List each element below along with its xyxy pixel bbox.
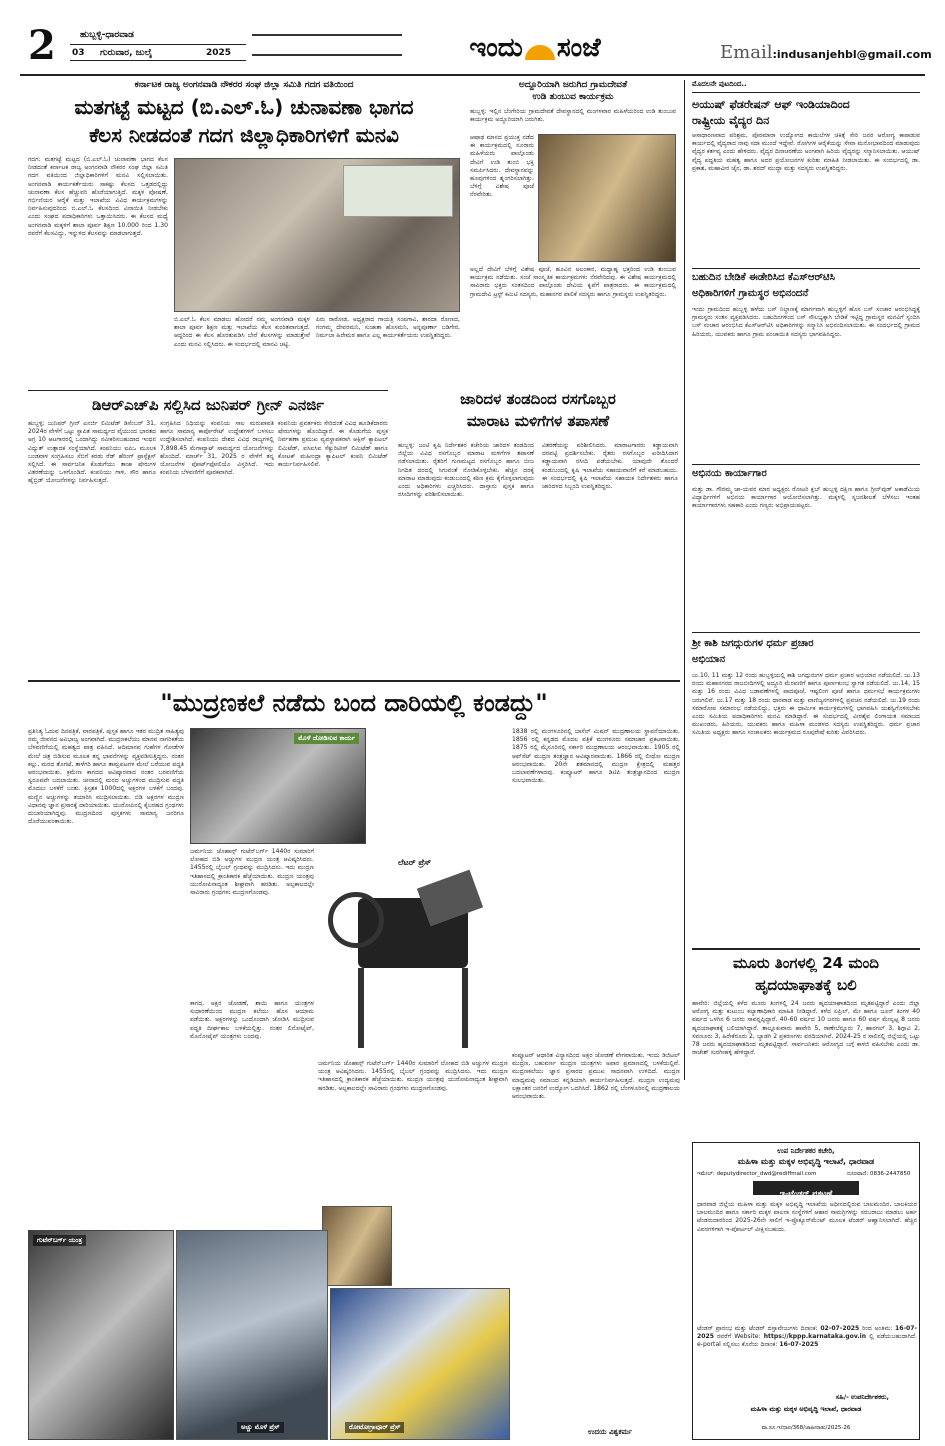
story-headline-line1: ಅಯುಷ್ ಫೆಡರೇಷನ್ ಆಫ್ ಇಂಡಿಯಾದಿಂದ <box>692 98 850 111</box>
temple-photo <box>538 134 676 262</box>
section-rule <box>28 390 388 391</box>
banner-decoration <box>343 165 453 217</box>
story-kicker: ಅದ್ದೂರಿಯಾಗಿ ಜರುಗಿದ ಗ್ರಾಮದೇವತೆ <box>518 80 628 90</box>
paper-name-right: ಸಂಜೆ <box>556 32 601 63</box>
story-juniper <box>28 396 388 672</box>
office-name: ಉಪ ನಿರ್ದೇಶಕರ ಕಚೇರಿ, <box>777 1147 835 1155</box>
date-end-label: ರಿಂದ ಅಂತಿಮ: <box>861 1325 893 1332</box>
story-column: ಪ್ರತಿನಿತ್ಯ ಓದುವ ದಿನಪತ್ರಿಕೆ, ವಾರಪತ್ರಿಕೆ, ಪುಸ್ತಕ ಹಾಗೂ ಇತರ ಮುದ್ರಿತ ಸಾಹಿತ್ಯವು ನಮ್ಮ ಜೀವನದ ಅವಿಭಾಜ್ಯ ಅಂಗವಾಗಿದೆ. ಮುದ್ರಣಕಲೆಯು ಮಾನವ ನಾಗರಿಕತೆಯ ಬೆಳವಣಿಗೆಯಲ್ಲಿ ಮಹತ್ವದ ಪಾತ್ರ ವಹಿಸಿದೆ. ಆದಿಮಾನವ ಗುಹೆಗಳ ಗೋಡೆಗಳ ಮೇಲೆ ಚಿತ್ರ ಬಿಡಿಸುವ ಮೂಲಕ ತನ್ನ ಭಾವನೆಗಳನ್ನು ವ್ಯಕ್ತಪಡಿಸುತ್ತಿದ್ದನು. ನಂತರ ಕಲ್ಲು, ಮರದ ತೊಗಟೆ, ತಾಳೆಗರಿ ಹಾಗೂ ತಾಮ್ರಪಟಗಳ ಮೇಲೆ ಬರೆಯುವ ಪದ್ಧತಿ ಆರಂಭವಾಯಿತು. ಕ್ರಮೇಣ ಕಾಗದದ ಆವಿಷ್ಕಾರವಾದ ನಂತರ ಬರವಣಿಗೆಯ ಸ್ವರೂಪವೇ ಬದಲಾಯಿತು. ಚೀನಾದಲ್ಲಿ ಮರದ ಅಚ್ಚುಗಳಿಂದ ಮುದ್ರಿಸುವ ಪದ್ಧತಿ ಮೊದಲು ಬಳಕೆಗೆ ಬಂತು. ಕ್ರಿಸ್ತಶಕ 1000ದಲ್ಲಿ ಅಕ್ಷರಗಳ ಬಳಕೆಗೆ ಬಂದವು. ಮಣ್ಣಿನ ಅಚ್ಚುಗಳನ್ನು ತಯಾರಿಸಿ ಮುದ್ರಿಸಲಾಯಿತು. ಬಿಡಿ ಅಕ್ಷರಗಳ ಮುದ್ರಣ ವಿಧಾನವು ಜ್ಞಾನ ಪ್ರಸಾರಕ್ಕೆ ದಾರಿಯಾಯಿತು. ಯುರೋಪಿನಲ್ಲಿ ಕೈಬರಹದ ಗ್ರಂಥಗಳು ದುಬಾರಿಯಾಗಿದ್ದವು. ಮುದ್ರಣದಿಂದ ಪುಸ್ತಕಗಳು ಸಾಮಾನ್ಯ ಜನರಿಗೂ ದೊರೆಯುವಂತಾಯಿತು. <box>28 728 184 826</box>
story-ksrtc <box>692 268 920 460</box>
story-column: ಹುಬ್ಬಳ್ಳಿ: ಜುನಿಪರ್ ಗ್ರೀನ್ ಎನರ್ಜಿ ಲಿಮಿಟೆಡ್ ಡಿಸೆಂಬರ್ 31, 2024ರ ವೇಳೆಗೆ ಒಟ್ಟು ಸ್ಥಾಪಿತ ಸಾಮರ್ಥ್ಯದ ವೈಯುಂದ ಭಾರತದ ಅಗ್ರ 10 ಆಟಗಾರರಲ್ಲಿ ಒಂದಾಗಿದ್ದು ನವೀಕರಿಸಬಹುದಾದ ಇಂಧನ ವಿದ್ಯುತ್ ಉತ್ಪಾದಕ ಸಂಸ್ಥೆಯಾಗಿದೆ. ಕಂಪನಿಯು ಐಪಿಒ ಮೂಲಕ ಬಂಡವಾಳ ಸಂಗ್ರಹಿಸಲು ಸೆಬಿಗೆ ಕರಡು ರೆಡ್ ಹೆರಿಂಗ್ ಪ್ರಾಸ್ಪೆಕ್ಟಸ್ ಸಲ್ಲಿಸಿದೆ. ಈ ಸಾರ್ವಜನಿಕ ಕೊಡುಗೆಯು ತಾಜಾ ಷೇರುಗಳ ವಿತರಣೆಯನ್ನು ಒಳಗೊಂಡಿದೆ. ಕಂಪನಿಯು ಗಾಳಿ, ಸೌರ ಹಾಗೂ ಹೈಬ್ರಿಡ್ ಯೋಜನೆಗಳನ್ನು ನಿರ್ವಹಿಸುತ್ತದೆ. <box>28 420 156 485</box>
gutenberg-press-photo <box>28 1230 174 1440</box>
sun-logo-icon <box>525 45 555 60</box>
story-headline-line1: ಮತಗಟ್ಟೆ ಮಟ್ಟದ (ಬಿ.ಎಲ್.ಓ) ಚುನಾವಣಾ ಭಾಗದ <box>74 95 414 119</box>
photo-label: ರೋಟೋಗ್ರಾವೂರ್ ಪ್ರೆಸ್ <box>345 1422 404 1433</box>
story-column: ಕಂಪ್ಯೂಟರ್ ಆಧಾರಿತ ವಿನ್ಯಾಸದಿಂದ ಅಕ್ಷರ ಜೋಡಣೆ ವೇಗವಾಯಿತು. ಇಂದು ಡಿಜಿಟಲ್ ಮುದ್ರಣ, ಬಹುವರ್ಣ ಮುದ್ರಣ ಯಂತ್ರಗಳು ಅಪಾರ ಪ್ರಮಾಣದಲ್ಲಿ ಬಳಕೆಯಲ್ಲಿವೆ. ಮುದ್ರಣಕಲೆಯು ಜ್ಞಾನ ಪ್ರಸಾರದ ಪ್ರಮುಖ ಸಾಧನವಾಗಿ ಉಳಿದಿದೆ. ಮುದ್ರಣ ಮಾಧ್ಯಮವು ಸಮಾಜದ ಕನ್ನಡಿಯಾಗಿ ಕಾರ್ಯನಿರ್ವಹಿಸುತ್ತದೆ. ಮುದ್ರಣ ಉದ್ಯಮವು ಲಕ್ಷಾಂತರ ಜನರಿಗೆ ಉದ್ಯೋಗ ಒದಗಿಸಿದೆ. 1862 ರಲ್ಲಿ ಬೆಂಗಳೂರಿನಲ್ಲಿ ಮುದ್ರಣಾಲಯ ಆರಂಭವಾಯಿತು. <box>512 1052 680 1101</box>
signature-line: ಸಹಿ/- ಉಪನಿರ್ದೇಶಕರು, <box>835 1393 889 1401</box>
story-headline-line2: ರಾಷ್ಟ್ರೀಯ ವೈದ್ಯರ ದಿನ <box>692 114 770 127</box>
story-headline-line2: ಅಭಿಯಾನ <box>692 654 726 665</box>
date-start: 02-07-2025 <box>820 1325 860 1332</box>
tender-body: ಧಾರವಾಡ ಜಿಲ್ಲೆಯ ಮಹಿಳಾ ಮತ್ತು ಮಕ್ಕಳ ಅಭಿವೃದ್ಧಿ ಇಲಾಖೆಯ ಅಧೀನದಲ್ಲಿರುವ ಬಾಲಮಂದಿರ, ಬಾಲಕಿಯರ ಬಾಲಮಂದಿರ ಹಾಗೂ ಸರ್ಕಾರಿ ಮಕ್ಕಳ ಪಾಲನಾ ಸಂಸ್ಥೆಗಳಿಗೆ ಆಹಾರ ಸಾಮಗ್ರಿಗಳನ್ನು ಸರಬರಾಜು ಮಾಡಲು ಅರ್ಹ ಟೆಂಡರುದಾರರಿಂದ 2025-26ನೇ ಸಾಲಿಗೆ ಇ-ಪ್ರೊಕ್ಯೂರ್‌ಮೆಂಟ್ ಮೂಲಕ ಟೆಂಡರ್ ಆಹ್ವಾನಿಸಲಾಗಿದೆ. ಹೆಚ್ಚಿನ ವಿವರಗಳಿಗಾಗಿ ಇ-ಪೋರ್ಟಲ್ ವೀಕ್ಷಿಸಬಹುದು. <box>697 1201 917 1233</box>
story-headline-line2: ಮಾರಾಟ ಮಳಿಗೆಗಳ ತಪಾಸಣೆ <box>466 412 610 430</box>
story-body: ಆಸಾಧಾರಣವಾದ ಪರಿಶ್ರಮ, ಪೊರಮಾರಾ ಉದ್ಯೋಗದ ಕಾಯಿಲೆಗಳ ಚಿಕಿತ್ಸೆ ಸೇರಿ ಜನರ ಆರೋಗ್ಯ ಕಾಪಾಡುವ ಕಾರ್ಯದಲ್ಲಿ ವೈದ್ಯರಾದ ನಾವು ಸದಾ ಮುಂದೆ ಇದ್ದೇವೆ. ರೋಗಿಗಳ ಆರೈಕೆಯನ್ನು ಸೇವಾ ಮನೋಭಾವದಿಂದ ಮಾಡುವುದು ವೈದ್ಯರ ಕರ್ತವ್ಯ ಎಂದು ಹೇಳಿದರು. ವೈದ್ಯರ ದಿನಾಚರಣೆಯ ಅಂಗವಾಗಿ ಹಿರಿಯ ವೈದ್ಯರನ್ನು ಸನ್ಮಾನಿಸಲಾಯಿತು. ಆಯುಷ್ ವೈದ್ಯ ಪದ್ಧತಿಯ ಮಹತ್ವ ಹಾಗೂ ಅದರ ಪ್ರಯೋಜನಗಳ ಕುರಿತು ಮಾಹಿತಿ ನೀಡಲಾಯಿತು. ಈ ಸಂದರ್ಭದಲ್ಲಿ ಡಾ. ಪ್ರಕಾಶ, ಮಹಾವೀರ ಜೈನ, ಡಾ. ಶರದ್ ಮುದ್ದಾ ಮತ್ತು ಸದಸ್ಯರು ಉಪಸ್ಥಿತರಿದ್ದರು. <box>692 132 920 172</box>
year: 2025 <box>206 48 232 58</box>
section-rule <box>692 948 920 950</box>
section-rule <box>692 92 920 93</box>
story-headline-line1: ಜಾರಿದಳ ತಂಡದಿಂದ ರಸಗೊಬ್ಬರ <box>460 390 616 408</box>
masthead-divider <box>20 74 925 76</box>
story-fertilizer <box>398 390 678 672</box>
tender-dates <box>697 1325 917 1389</box>
story-headline: ಡಿಆರ್‌ಎಚ್‌ಪಿ ಸಲ್ಲಿಸಿದ ಜುನಿಪರ್ ಗ್ರೀನ್ ಎನರ್ಜಿ <box>91 396 325 414</box>
masthead-rule-top <box>70 44 246 45</box>
email-block <box>720 42 932 63</box>
story-acting-workshop <box>692 464 920 634</box>
dates-label: ಟೆಂಡರ್ ಪ್ರಾರಂಭ ಮತ್ತು ಟೆಂಡರ್ ದಸ್ತಾವೇಜುಗಳು ದಿನಾಂಕ: <box>697 1325 818 1332</box>
paper-name-left: ಇಂದು <box>469 32 523 63</box>
page-number: 2 <box>28 22 56 69</box>
rotary-press-photo <box>330 1288 510 1440</box>
masthead-rule-bottom <box>70 60 246 61</box>
story-body: ಅಲ್ಲದೆ ದೇವಿಗೆ ಬೆಳಿಗ್ಗೆ ವಿಶೇಷ ಪೂಜೆ, ಹೂವಿನ ಅಲಂಕಾರ, ಮಧ್ಯಾಹ್ನ ಭಕ್ತರಿಂದ ಉಡಿ ತುಂಬುವ ಕಾರ್ಯಕ್ರಮ ನಡೆಯಿತು. ಸಂಜೆ ಸಾಂಸ್ಕೃತಿಕ ಕಾರ್ಯಕ್ರಮಗಳು ನೆರವೇರಿದವು. ಈ ವಿಶೇಷ ಕಾರ್ಯಕ್ರಮದಲ್ಲಿ ಸಾವಿರಾರು ಭಕ್ತರು ಸಂತಸದಿಂದ ಪಾಲ್ಗೊಂಡು ದೇವಿಯ ಕೃಪೆಗೆ ಪಾತ್ರರಾದರು. ಈ ಕಾರ್ಯಕ್ರಮದಲ್ಲಿ ಗ್ರಾಮದೇವಿ ಟ್ರಸ್ಟ್ ಕಮಿಟಿ ಸದಸ್ಯರು, ಮಹಾನಗರ ಪಾಲಿಕೆ ಸದಸ್ಯರು ಹಾಗೂ ಗ್ರಾಮಸ್ಥರು ಉಪಸ್ಥಿತರಿದ್ದರು. <box>470 266 676 298</box>
masthead-side-lines-left <box>252 34 402 56</box>
signature-department: ಮಹಿಳಾ ಮತ್ತು ಮಕ್ಕಳ ಅಭಿವೃದ್ಧಿ ಇಲಾಖೆ, ಧಾರವಾಡ <box>750 1405 862 1413</box>
story-column: ಕಾಗದ, ಅಕ್ಷರ ಜೋಡಣೆ, ಶಾಯಿ ಹಾಗೂ ಯಂತ್ರಗಳ ಸುಧಾರಣೆಯಿಂದ ಮುದ್ರಣ ಕಲೆಯು ಹೊಸ ಆಯಾಮ ಪಡೆಯಿತು. ಅಕ್ಷರಗಳನ್ನು ಒಂದೊಂದಾಗಿ ಜೋಡಿಸಿ ಮುದ್ರಿಸುವ ಪದ್ಧತಿ ದೀರ್ಘಕಾಲ ಬಳಕೆಯಲ್ಲಿತ್ತು. ನಂತರ ಲಿನೋಟೈಪ್, ಮೊನೋಟೈಪ್ ಯಂತ್ರಗಳು ಬಂದವು. <box>190 1000 314 1040</box>
story-body: ಮತ್ತು ಡಾ. ಗೌರಮ್ಮ ಜಾ-ಯವರ ಮಾರ ಅಧ್ಯಕ್ಷರು ರೋಟರಿ ಕ್ಲಬ್ ಹುಬ್ಬಳ್ಳಿ ದಕ್ಷಿಣ ಹಾಗೂ ಗ್ರೀನ್‌ವುಡ್ ಅಕಾಡೆಮಿಯ ವಿದ್ಯಾರ್ಥಿಗಳಿಗೆ ಅಭಿನಯ ಕಾರ್ಯಾಗಾರ ಆಯೋಜಿಸಲಾಗಿತ್ತು. ಮಕ್ಕಳಲ್ಲಿ ಸೃಜನಶೀಲತೆ ಬೆಳೆಸಲು ಇಂತಹ ಕಾರ್ಯಾಗಾರಗಳು ಸಹಕಾರಿ ಎಂದು ಗಣ್ಯರು ಅಭಿಪ್ರಾಯಪಟ್ಟರು. <box>692 486 920 510</box>
author-byline: ಉದಯ ವಿಶ್ವಕರ್ಮ <box>588 1428 632 1436</box>
date-end: 16-07-2025 <box>697 1325 917 1341</box>
column-divider <box>684 80 685 1080</box>
story-column: ಗದಗ: ಮತಗಟ್ಟೆ ಮಟ್ಟದ (ಬಿ.ಎಲ್.ಓ) ಚುನಾವಣಾ ಭಾಗದ ಕೆಲಸ ನೀಡದಂತೆ ಕರ್ನಾಟಕ ರಾಜ್ಯ ಅಂಗನವಾಡಿ ನೌಕರರ ಸಂಘ ಜಿಲ್ಲಾ ಸಮಿತಿ ಗದಗ ವತಿಯಿಂದ ಜಿಲ್ಲಾಧಿಕಾರಿಗಳಿಗೆ ಮನವಿ ಸಲ್ಲಿಸಲಾಯಿತು. ಅಂಗನವಾಡಿ ಕಾರ್ಯಕರ್ತೆಯರು ಸಾಕಷ್ಟು ಕೆಲಸದ ಒತ್ತಡದಲ್ಲಿದ್ದು ಚುನಾವಣಾ ಕೆಲಸ ಹೆಚ್ಚುವರಿ ಹೊರೆಯಾಗುತ್ತಿದೆ. ಮಕ್ಕಳ ಪೋಷಣೆ, ಗರ್ಭಿಣಿಯರ ಆರೈಕೆ ಮತ್ತು ಇಲಾಖೆಯ ವಿವಿಧ ಕಾರ್ಯಕ್ರಮಗಳನ್ನು ನಿರ್ವಹಿಸುವುದರಿಂದ ಬಿ.ಎಲ್.ಓ ಕೆಲಸದಿಂದ ವಿನಾಯಿತಿ ನೀಡಬೇಕು ಎಂದು ಸಂಘದ ಪದಾಧಿಕಾರಿಗಳು ಒತ್ತಾಯಿಸಿದರು. ಈ ಕೆಲಸದ ಮಧ್ಯೆ ಅಂಗನವಾಡಿ ಮಕ್ಕಳಿಗೆ ಶಾಲಾ ಪೂರ್ವ ಶಿಕ್ಷಣ 10.000 ರಿಂದ 1.30 ರವರೆಗೆ ಕೆಲಸವಿದ್ದು, ಇನ್ನುಳಿದ ಕೆಲಸವನ್ನು ಮಾಡಲಾಗುತ್ತದೆ. <box>28 156 168 237</box>
story-photo <box>174 158 460 312</box>
story-column-continued: ಜರ್ಮನಿಯ ಜೊಹಾನ್ಸ್ ಗುಟೆನ್‌ಬರ್ಗ್ 1440ರ ಸುಮಾರಿಗೆ ಲೋಹದ ಬಿಡಿ ಅಚ್ಚುಗಳ ಮುದ್ರಣ ಯಂತ್ರ ಆವಿಷ್ಕರಿಸಿದನು. 1455ರಲ್ಲಿ ಬೈಬಲ್ ಗ್ರಂಥವನ್ನು ಮುದ್ರಿಸಿದನು. ಇದು ಮುದ್ರಣ ಇತಿಹಾಸದಲ್ಲಿ ಕ್ರಾಂತಿಕಾರಕ ಹೆಜ್ಜೆಯಾಯಿತು. ಮುದ್ರಣ ಯಂತ್ರವು ಯುರೋಪಿನಾದ್ಯಂತ ಶೀಘ್ರವಾಗಿ ಹರಡಿತು. ಅಲ್ಪಕಾಲದಲ್ಲೇ ಸಾವಿರಾರು ಗ್ರಂಥಗಳು ಮುದ್ರಣಗೊಂಡವು. <box>318 1060 508 1092</box>
photo-label: ಅಚ್ಚು ಮೊಳೆ ಪ್ರೆಸ್ <box>237 1422 284 1433</box>
office-email: ಇಮೇಲ್: deputydirector_dwd@rediffmail.com <box>697 1171 817 1177</box>
story-headline-line2: ಕೆಲಸ ನೀಡದಂತೆ ಗದಗ ಜಿಲ್ಲಾಧಿಕಾರಿಗಳಿಗೆ ಮನವಿ <box>89 123 399 147</box>
email-value: :indusanjehbl@gmail.com <box>772 48 932 61</box>
story-column: ಹುಬ್ಬಳ್ಳಿ: ಜಂಟಿ ಕೃಷಿ ನಿರ್ದೇಶಕರ ಕಚೇರಿಯ ಜಾರಿದಳ ತಂಡದಿಂದ ಜಿಲ್ಲೆಯ ವಿವಿಧ ರಸಗೊಬ್ಬರ ಮಾರಾಟ ಮಳಿಗೆಗಳ ತಪಾಸಣೆ ನಡೆಸಲಾಯಿತು. ರೈತರಿಗೆ ಗುಣಮಟ್ಟದ ರಸಗೊಬ್ಬರ ಹಾಗೂ ಬೀಜ ನಿಗದಿತ ದರದಲ್ಲಿ ಸಿಗುವಂತೆ ನೋಡಿಕೊಳ್ಳಬೇಕು. ಹೆಚ್ಚಿನ ದರಕ್ಕೆ ಮಾರಾಟ ಮಾಡುವುದು ಕಂಡುಬಂದಲ್ಲಿ ಕಠಿಣ ಕ್ರಮ ಕೈಗೊಳ್ಳಲಾಗುವುದು ಎಂದು ಅಧಿಕಾರಿಗಳು ಎಚ್ಚರಿಸಿದರು. ದಾಸ್ತಾನು ಪುಸ್ತಕ ಹಾಗೂ ರಸೀದಿಗಳನ್ನು ಪರಿಶೀಲಿಸಲಾಯಿತು. <box>398 442 534 499</box>
story-headline-line2: ಅಧಿಕಾರಿಗಳಿಗೆ ಗ್ರಾಮಸ್ಥರ ಅಭಿನಂದನೆ <box>692 288 809 299</box>
story-body: ಇಂದು ಗ್ರಾಮದಿಂದ ಹುಬ್ಬಳ್ಳಿ ಹಳೆಯ ಬಸ್ ನಿಲ್ದಾಣಕ್ಕೆ ಮಾರ್ಗವಾಗಿ ಹುಬ್ಬಳ್ಳಿಗೆ ಹೊಸ ಬಸ್ ಸಂಚಾರ ಆರಂಭಿಸಿದ್ದಕ್ಕೆ ಗ್ರಾಮಸ್ಥರು ಸಂತಸ ವ್ಯಕ್ತಪಡಿಸಿದರು. ಬಹುದಿನಗಳಿಂದ ಬಸ್ ಸೌಲಭ್ಯಕ್ಕಾಗಿ ಬೇಡಿಕೆ ಇಟ್ಟಿದ್ದ ಗ್ರಾಮಸ್ಥರ ಮನವಿಗೆ ಸ್ಪಂದಿಸಿ ಬಸ್ ಸಂಚಾರ ಆರಂಭಿಸಿದ ಕೆಎಸ್‌ಆರ್‌ಟಿಸಿ ಅಧಿಕಾರಿಗಳನ್ನು ಸನ್ಮಾನಿಸಿ ಅಭಿನಂದಿಸಲಾಯಿತು. ಈ ಸಂದರ್ಭದಲ್ಲಿ ಗ್ರಾಮದ ಹಿರಿಯರು, ಯುವಕರು ಹಾಗೂ ಗ್ರಾಮ ಪಂಚಾಯಿತಿ ಸದಸ್ಯರು ಭಾಗವಹಿಸಿದ್ದರು. <box>692 306 920 338</box>
story-kicker: ಕರ್ನಾಟಕ ರಾಜ್ಯ ಅಂಗನವಾಡಿ ನೌಕರರ ಸಂಘ ಜಿಲ್ಲಾ ಸಮಿತಿ ಗದಗ ವತಿಯಿಂದ <box>134 80 354 90</box>
section-rule <box>692 632 920 633</box>
story-gramadevate <box>470 80 676 382</box>
story-column: ಬಿ.ಎಲ್.ಓ ಕೆಲಸ ಮಾಡಲು ಹೋದರೆ ನಮ್ಮ ಅಂಗನವಾಡಿ ಮಕ್ಕಳ ಶಾಲಾ ಪೂರ್ವ ಶಿಕ್ಷಣ ಮತ್ತು ಇಲಾಖೆಯ ಕೆಲಸ ಕುಂಠಿತವಾಗುತ್ತದೆ. ಆದ್ದರಿಂದ ಈ ಕೆಲಸ ಹೊರತುಪಡಿಸಿ ಬೇರೆ ಕೆಲಸಗಳನ್ನು ಮಾಡುತ್ತೇವೆ ಎಂದು ಮನವಿ ಸಲ್ಲಿಸಿದರು. ಈ ಸಂದರ್ಭದಲ್ಲಿ ಮಾನವಿ ಚಟ್ಟಿ. <box>174 316 310 348</box>
tender-footer-code: ವಾ.ಸೂ.ಇ/ಧಾರ/368/ಜಾಹೀರಾತು/2025-26 <box>761 1425 851 1431</box>
story-column: ಆಷಾಢ ಮಾಸದ ಪ್ರಯುಕ್ತ ನಡೆದ ಈ ಕಾರ್ಯಕ್ರಮದಲ್ಲಿ ನೂರಾರು ಮಹಿಳೆಯರು ಪಾಲ್ಗೊಂಡು ದೇವಿಗೆ ಉಡಿ ತುಂಬಿ ಭಕ್ತಿ ಸಮರ್ಪಿಸಿದರು. ದೇವಸ್ಥಾನವನ್ನು ಹೂವುಗಳಿಂದ ಶೃಂಗರಿಸಲಾಗಿತ್ತು. ಬೆಳಿಗ್ಗೆ ವಿಶೇಷ ಪೂಜೆ ನೆರವೇರಿತು. <box>470 134 534 199</box>
website-label: ರವರೆಗೆ Website: <box>717 1333 761 1341</box>
gutenberg-portrait <box>322 1206 392 1286</box>
story-kashi-jagadguru <box>692 632 920 936</box>
edition-city: ಹುಬ್ಬಳ್ಳಿ-ಧಾರವಾಡ <box>80 30 134 40</box>
photo-label: ಮೊಳೆ ಜೋಡಿಸುವ ಕಾರ್ಯ <box>294 733 359 744</box>
masthead <box>0 0 945 78</box>
story-body: ಹಾವೇರಿ: ಜಿಲ್ಲೆಯಲ್ಲಿ ಕಳೆದ ಮೂರು ತಿಂಗಳಲ್ಲಿ 24 ಜನರು ಹೃದಯಾಘಾತದಿಂದ ಮೃತಪಟ್ಟಿದ್ದಾರೆ ಎಂದು ಜಿಲ್ಲಾ ಆರೋಗ್ಯ ಮತ್ತು ಕುಟುಂಬ ಕಲ್ಯಾಣಾಧಿಕಾರಿ ಮಾಹಿತಿ ನೀಡಿದ್ದಾರೆ. ಕಳೆದ ಏಪ್ರಿಲ್, ಮೇ ಹಾಗೂ ಜೂನ್ ತಿಂಗಳ 40 ವರ್ಷದ ಒಳಗಿನ 6 ಜನರು ಸಾವನ್ನಪ್ಪಿದ್ದಾರೆ. 40-60 ವರ್ಷದ 10 ಜನರು ಹಾಗೂ 60 ವರ್ಷ ಮೇಲ್ಪಟ್ಟ 8 ಜನರು ಹೃದಯಾಘಾತಕ್ಕೆ ಬಲಿಯಾಗಿದ್ದಾರೆ. ತಾಲ್ಲೂಕುವಾರು ಹಾವೇರಿ 5, ರಾಣೇಬೆನ್ನೂರು 7, ಹಾನಗಲ್ 3, ಶಿಗ್ಗಾವಿ 2, ಸವಣೂರು 3, ಹಿರೇಕೆರೂರು 2, ಬ್ಯಾಡಗಿ 2 ಪ್ರಕರಣಗಳು ವರದಿಯಾಗಿವೆ. 2024-25 ರ ಸಾಲಿನಲ್ಲಿ ಜಿಲ್ಲೆಯಲ್ಲಿ ಒಟ್ಟು 78 ಜನರು ಹೃದಯಾಘಾತದಿಂದ ಮೃತಪಟ್ಟಿದ್ದಾರೆ. ಸಾರ್ವಜನಿಕರು ಆರೋಗ್ಯದ ಬಗ್ಗೆ ಕಾಳಜಿ ವಹಿಸಬೇಕು ಎಂದು ಡಾ. ರಾಜೇಶ್ ಸುರಗೀಹಳ್ಳಿ ಹೇಳಿದ್ದಾರೆ. <box>692 1000 920 1057</box>
portal-note: ಲ್ಲಿ ಪಡೆಯಬಹುದಾಗಿದೆ. e-portal ಸಲ್ಲಿಸಲು ಕೊನೆಯ ದಿನಾಂಕ: <box>697 1333 917 1349</box>
email-label: Email <box>720 42 773 63</box>
letterpress-machine-illustration <box>318 858 508 1056</box>
machine-legs <box>358 968 468 1048</box>
story-column: 1838 ರಲ್ಲಿ ಮಂಗಳೂರಿನಲ್ಲಿ ಬಾಸೆಲ್ ಮಿಷನ್ ಮುದ್ರಣಾಲಯ ಸ್ಥಾಪನೆಯಾಯಿತು. 1856 ರಲ್ಲಿ ಕನ್ನಡದ ಮೊದಲ ಪತ್ರಿಕೆ ಮಂಗಳೂರು ಸಮಾಚಾರ ಪ್ರಕಟವಾಯಿತು. 1875 ರಲ್ಲಿ ಮೈಸೂರಿನಲ್ಲಿ ಸರ್ಕಾರಿ ಮುದ್ರಣಾಲಯ ಆರಂಭವಾಯಿತು. 1905 ರಲ್ಲಿ ಆಫ್‌ಸೆಟ್ ಮುದ್ರಣ ತಂತ್ರಜ್ಞಾನ ಆವಿಷ್ಕಾರವಾಯಿತು. 1866 ರಲ್ಲಿ ಲೀಥೋ ಮುದ್ರಣ ಆರಂಭವಾಯಿತು. 20ನೇ ಶತಮಾನದಲ್ಲಿ ಮುದ್ರಣ ಕ್ಷೇತ್ರದಲ್ಲಿ ಮಹತ್ತರ ಬದಲಾವಣೆಗಳಾದವು. ಕಂಪ್ಯೂಟರ್ ಹಾಗೂ ಡಿಟಿಪಿ ತಂತ್ರಜ್ಞಾನದಿಂದ ಮುದ್ರಣ ಸುಲಭವಾಯಿತು. <box>512 728 680 785</box>
story-headline: ಅಭಿನಯ ಕಾರ್ಯಾಗಾರ <box>692 468 767 479</box>
story-column: ವಿತರಣೆಯನ್ನು ಪರಿಶೀಲಿಸಿದರು. ಮಾರಾಟಗಾರರು ಕಡ್ಡಾಯವಾಗಿ ದರಪಟ್ಟಿ ಪ್ರದರ್ಶಿಸಬೇಕು. ರೈತರು ರಸಗೊಬ್ಬರ ಖರೀದಿಸಿದಾಗ ಕಡ್ಡಾಯವಾಗಿ ರಸೀದಿ ಪಡೆಯಬೇಕು. ಯಾವುದೇ ತೊಂದರೆ ಕಂಡುಬಂದಲ್ಲಿ ಕೃಷಿ ಇಲಾಖೆಯ ಸಹಾಯವಾಣಿಗೆ ಕರೆ ಮಾಡಬಹುದು. ಈ ಸಂದರ್ಭದಲ್ಲಿ ಕೃಷಿ ಇಲಾಖೆಯ ಸಹಾಯಕ ನಿರ್ದೇಶಕರು ಹಾಗೂ ಜಾರಿದಳದ ಸಿಬ್ಬಂದಿ ಉಪಸ್ಥಿತರಿದ್ದರು. <box>542 442 678 491</box>
office-department: ಮಹಿಳಾ ಮತ್ತು ಮಕ್ಕಳ ಅಭಿವೃದ್ಧಿ ಇಲಾಖೆ, ಧಾರವಾಡ <box>737 1157 875 1166</box>
story-headline-line2: ಹೃದಯಾಘಾತಕ್ಕೆ ಬಲಿ <box>755 976 857 994</box>
machine-wheel <box>328 892 384 948</box>
photo-label: ಲೆಟರ್ ಪ್ರೆಸ್ <box>398 858 431 867</box>
tender-title-bar <box>753 1181 859 1198</box>
story-anganwadi <box>28 80 460 382</box>
story-headline-line1: ಬಹುದಿನ ಬೇಡಿಕೆ ಈಡೇರಿಸಿದ ಕೆಎಸ್‌ಆರ್‌ಟಿಸಿ <box>692 272 835 283</box>
story-column: ಸಂಗ್ರಹಿಸಿದ ನಿಧಿಯನ್ನು ಕಂಪನಿಯ ಸಾಲ ಮರುಪಾವತಿ ಹಾಗೂ ಸಾಮಾನ್ಯ ಕಾರ್ಪೊರೇಟ್ ಉದ್ದೇಶಗಳಿಗೆ ಬಳಸಲು ಉದ್ದೇಶಿಸಲಾಗಿದೆ. ಕಂಪನಿಯು ದೇಶದ ವಿವಿಧ ರಾಜ್ಯಗಳಲ್ಲಿ 7,898.45 ಮೆಗಾವ್ಯಾಟ್ ಸಾಮರ್ಥ್ಯದ ಯೋಜನೆಗಳನ್ನು ಹೊಂದಿದೆ. ಮಾರ್ಚ್ 31, 2025 ರ ವೇಳೆಗೆ ತನ್ನ ಯೋಜನೆಗಳ ಪೋರ್ಟ್‌ಫೋಲಿಯೊ ವಿಸ್ತರಿಸಿದೆ. ಇದು ಕಂಪನಿಯ ಬೆಳವಣಿಗೆಗೆ ಪೂರಕವಾಗಿದೆ. <box>160 420 274 477</box>
story-headline-line1: ಮೂರು ತಿಂಗಳಲ್ಲಿ 24 ಮಂದಿ <box>733 954 879 972</box>
story-body: ಜು.10, 11 ಮತ್ತು 12 ರಂದು ಹುಬ್ಬಳ್ಳಿಯಲ್ಲಿ ಕಾಶಿ ಜಗದ್ಗುರುಗಳ ಧರ್ಮ ಪ್ರಚಾರ ಅಭಿಯಾನ ನಡೆಯಲಿದೆ. ಜು.13 ರಂದು ಮಹಾನಗರದ ರಾಜಬೀದಿಗಳಲ್ಲಿ ಅದ್ದೂರಿ ಮೆರವಣಿಗೆ ಹಾಗೂ ಪೂರ್ಣಕುಂಭ ಸ್ವಾಗತ ನಡೆಯಲಿದೆ. ಜು.14, 15 ಮತ್ತು 16 ರಂದು ವಿವಿಧ ಬಡಾವಣೆಗಳಲ್ಲಿ ಪಾದಪೂಜೆ, ಇಷ್ಟಲಿಂಗ ಪೂಜೆ ಹಾಗೂ ಧರ್ಮಸಭೆ ಕಾರ್ಯಕ್ರಮಗಳು ಜರುಗಲಿವೆ. ಜು.17 ಮತ್ತು 18 ರಂದು ಧಾರವಾಡ ಮತ್ತು ವಾಣಿಜ್ಯನಗರಗಳಲ್ಲಿ ಪ್ರವಚನ ನಡೆಯಲಿದೆ. ಜು.19 ರಂದು ಸಮಾರೋಪ ಸಮಾರಂಭ ನಡೆಯಲಿದ್ದು, ಭಕ್ತರು ಈ ಧಾರ್ಮಿಕ ಕಾರ್ಯಕ್ರಮಗಳಲ್ಲಿ ಭಾಗವಹಿಸಿ ಯಶಸ್ವಿಗೊಳಿಸಬೇಕು ಎಂದು ಸಮಿತಿಯ ಪದಾಧಿಕಾರಿಗಳು ಮನವಿ ಮಾಡಿದ್ದಾರೆ. ಈ ಸಂದರ್ಭದಲ್ಲಿ ವೀರಶೈವ ಲಿಂಗಾಯತ ಸಮಾಜದ ಮುಖಂಡರು, ಹಿರಿಯರು, ಯುವಕರು ಹಾಗೂ ಮಹಿಳಾ ಮಂಡಳದ ಸದಸ್ಯರು ಉಪಸ್ಥಿತರಿದ್ದರು. ಧರ್ಮ ಪ್ರಚಾರ ಸಮಿತಿಯ ಅಧ್ಯಕ್ಷರು ಹಾಗೂ ಸಂಚಾಲಕರು ಕಾರ್ಯಕ್ರಮದ ರೂಪುರೇಷೆ ಕುರಿತು ವಿವರಿಸಿದರು. <box>692 672 920 737</box>
section-rule <box>692 268 920 269</box>
date-line: ಗುರುವಾರ, ಜುಲೈ <box>100 48 153 58</box>
story-printing-history <box>28 680 680 1440</box>
story-headline-line1: ಶ್ರೀ ಕಾಶಿ ಜಗದ್ಗುರುಗಳ ಧರ್ಮ ಪ್ರಚಾರ <box>692 638 814 649</box>
story-heart-attack <box>692 948 920 1138</box>
section-rule <box>28 680 680 682</box>
story-column: ಕಂಪನಿಯ ಪ್ರವರ್ತಕರು ಸೇರಿದಂತೆ ವಿವಿಧ ಹೂಡಿಕೆದಾರರು ಷೇರುಗಳನ್ನು ಹೊಂದಿದ್ದಾರೆ. ಈ ಕೊಡುಗೆಯ ಪುಸ್ತಕ ನಿರ್ವಹಣಾ ಪ್ರಮುಖ ವ್ಯವಸ್ಥಾಪಕರಾಗಿ ಆಕ್ಸಿಸ್ ಕ್ಯಾಪಿಟಲ್ ಲಿಮಿಟೆಡ್, ಐಸಿಐಸಿಐ ಸೆಕ್ಯುರಿಟೀಸ್ ಲಿಮಿಟೆಡ್ ಹಾಗೂ ಕೋಟಕ್ ಮಹೀಂದ್ರಾ ಕ್ಯಾಪಿಟಲ್ ಕಂಪನಿ ಲಿಮಿಟೆಡ್ ಕಾರ್ಯನಿರ್ವಹಿಸಲಿವೆ. <box>278 420 388 469</box>
paper-logo <box>405 28 665 68</box>
story-column: ಜರ್ಮನಿಯ ಜೊಹಾನ್ಸ್ ಗುಟೆನ್‌ಬರ್ಗ್ 1440ರ ಸುಮಾರಿಗೆ ಲೋಹದ ಬಿಡಿ ಅಚ್ಚುಗಳ ಮುದ್ರಣ ಯಂತ್ರ ಆವಿಷ್ಕರಿಸಿದನು. 1455ರಲ್ಲಿ ಬೈಬಲ್ ಗ್ರಂಥವನ್ನು ಮುದ್ರಿಸಿದನು. ಇದು ಮುದ್ರಣ ಇತಿಹಾಸದಲ್ಲಿ ಕ್ರಾಂತಿಕಾರಕ ಹೆಜ್ಜೆಯಾಯಿತು. ಮುದ್ರಣ ಯಂತ್ರವು ಯುರೋಪಿನಾದ್ಯಂತ ಶೀಘ್ರವಾಗಿ ಹರಡಿತು. ಅಲ್ಪಕಾಲದಲ್ಲೇ ಸಾವಿರಾರು ಗ್ರಂಥಗಳು ಮುದ್ರಣಗೊಂಡವು. <box>190 848 314 897</box>
heidelberg-press-photo <box>176 1230 328 1440</box>
story-column: ಪಿರು ರಾಠೋಡ, ಅಧ್ಯಕ್ಷರಾದ ಗಾಯತ್ರಿ ಸಂಪಗಾವಿ, ಶಾರದಾ ರೋಣದ, ಗಂಗಮ್ಮ ದೇವರಮನಿ, ಸುಜಾತಾ ಹೊಸಮನಿ, ಅನ್ನಪೂರ್ಣಾ ಬಡಿಗೇರ, ನಿರ್ಮಲಾ ಹಿರೇಮಠ ಹಾಗೂ ಎಲ್ಲ ಕಾರ್ಯಕರ್ತೆಯರು ಉಪಸ್ಥಿತರಿದ್ದರು. <box>316 316 460 340</box>
machine-platen <box>417 870 483 927</box>
photo-label: ಗುಟೆನ್‌ಬರ್ಗ್ ಯಂತ್ರ <box>33 1235 86 1246</box>
story-intro: ಹುಬ್ಬಳ್ಳಿ: ಇಲ್ಲಿನ ಬೆಂಗೇರಿಯ ಗ್ರಾಮದೇವತೆ ದೇವಸ್ಥಾನದಲ್ಲಿ ಮಂಗಳವಾರ ಮಹಿಳೆಯರಿಂದ ಉಡಿ ತುಂಬುವ ಕಾರ್ಯಕ್ರಮ ಅದ್ದೂರಿಯಾಗಿ ಜರುಗಿತು. <box>470 108 676 124</box>
story-ayush <box>692 80 920 260</box>
office-phone: ದೂರವಾಣಿ: 0836-2447850 <box>847 1171 911 1177</box>
tender-notice <box>692 1142 920 1440</box>
section-rule <box>692 464 920 465</box>
story-headline: "ಮುದ್ರಣಕಲೆ ನಡೆದು ಬಂದ ದಾರಿಯಲ್ಲಿ ಕಂಡದ್ದು" <box>160 689 548 717</box>
website-link[interactable]: https://kppp.karnataka.gov.in <box>763 1333 867 1341</box>
story-kicker: ಉಡಿ ತುಂಬುವ ಕಾರ್ಯಕ್ರಮ <box>532 92 614 102</box>
issue-number: 03 <box>72 48 85 58</box>
section-label: ಮೊದಲನೇ ಪುಟದಿಂದ.. <box>692 80 747 88</box>
date-final: 16-07-2025 <box>779 1341 819 1349</box>
press-workers-photo <box>190 728 366 844</box>
tender-title: ಇ-ಟೆಂಡರ್ ಪ್ರಕಟಣೆ <box>779 1189 833 1198</box>
